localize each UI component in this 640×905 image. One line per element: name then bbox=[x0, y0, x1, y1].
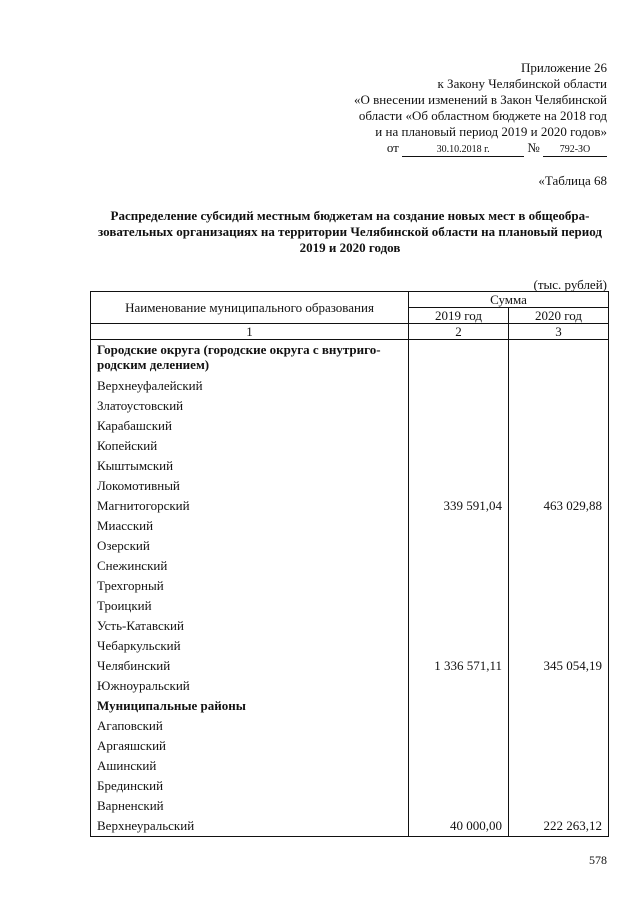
value-2019 bbox=[409, 776, 509, 796]
table-row bbox=[91, 436, 609, 456]
table-row bbox=[91, 576, 609, 596]
municipality-name: Усть-Катавский bbox=[91, 616, 409, 636]
table-row bbox=[91, 456, 609, 476]
page-number: 578 bbox=[589, 853, 607, 867]
table-row bbox=[91, 596, 609, 616]
table-row bbox=[91, 516, 609, 536]
column-number-row bbox=[91, 324, 609, 340]
value-2020 bbox=[509, 756, 609, 776]
law-name-line: и на плановый период 2019 и 2020 годов» bbox=[375, 124, 607, 139]
municipality-name: Варненский bbox=[91, 796, 409, 816]
value-2019 bbox=[409, 436, 509, 456]
table-header-row bbox=[91, 292, 609, 308]
value-2020 bbox=[509, 696, 609, 716]
value-2020 bbox=[509, 636, 609, 656]
value-2020 bbox=[509, 516, 609, 536]
table-row bbox=[91, 476, 609, 496]
value-2019 bbox=[409, 636, 509, 656]
subsidy-table bbox=[90, 291, 609, 837]
appendix-header bbox=[247, 60, 607, 157]
table-row bbox=[91, 676, 609, 696]
value-2020: 463 029,88 bbox=[509, 496, 609, 516]
municipality-name: Брединский bbox=[91, 776, 409, 796]
col-number: 2 bbox=[409, 324, 509, 340]
value-2020: 345 054,19 bbox=[509, 656, 609, 676]
value-2019 bbox=[409, 696, 509, 716]
col-number: 3 bbox=[509, 324, 609, 340]
value-2019 bbox=[409, 676, 509, 696]
table-row bbox=[91, 796, 609, 816]
table-row bbox=[91, 396, 609, 416]
table-row bbox=[91, 616, 609, 636]
municipality-name: Златоустовский bbox=[91, 396, 409, 416]
table-label: «Таблица 68 bbox=[538, 173, 607, 188]
law-date: 30.10.2018 г. bbox=[402, 144, 524, 157]
municipality-name: Чебаркульский bbox=[91, 636, 409, 656]
table-row bbox=[91, 556, 609, 576]
value-2019 bbox=[409, 576, 509, 596]
municipality-name: Озерский bbox=[91, 536, 409, 556]
table-row bbox=[91, 716, 609, 736]
value-2020 bbox=[509, 576, 609, 596]
table-row bbox=[91, 736, 609, 756]
value-2019: 1 336 571,11 bbox=[409, 656, 509, 676]
value-2019 bbox=[409, 340, 509, 377]
municipality-name: Агаповский bbox=[91, 716, 409, 736]
municipality-name: Магнитогорский bbox=[91, 496, 409, 516]
col-2020-header: 2020 год bbox=[509, 308, 609, 324]
municipality-name: Локомотивный bbox=[91, 476, 409, 496]
value-2020 bbox=[509, 436, 609, 456]
appendix-title: Приложение 26 bbox=[520, 60, 607, 75]
value-2019 bbox=[409, 716, 509, 736]
date-number-line bbox=[247, 140, 607, 157]
value-2020 bbox=[509, 716, 609, 736]
value-2019 bbox=[409, 596, 509, 616]
municipality-name: Снежинский bbox=[91, 556, 409, 576]
col-sum-header: Сумма bbox=[409, 292, 609, 308]
table-row bbox=[91, 416, 609, 436]
value-2020 bbox=[509, 376, 609, 396]
value-2020 bbox=[509, 416, 609, 436]
municipality-name: Верхнеуральский bbox=[91, 816, 409, 837]
col-name-header: Наименование муниципального образования bbox=[91, 292, 409, 324]
value-2019 bbox=[409, 536, 509, 556]
table-row bbox=[91, 496, 609, 516]
value-2019 bbox=[409, 736, 509, 756]
law-reference: к Закону Челябинской области bbox=[437, 76, 607, 91]
value-2019 bbox=[409, 756, 509, 776]
municipality-name: Миасский bbox=[91, 516, 409, 536]
municipality-name: Верхнеуфалейский bbox=[91, 376, 409, 396]
table-row bbox=[91, 340, 609, 377]
table-row bbox=[91, 376, 609, 396]
col-2019-header: 2019 год bbox=[409, 308, 509, 324]
col-number: 1 bbox=[91, 324, 409, 340]
value-2020 bbox=[509, 676, 609, 696]
unit-label: (тыс. рублей) bbox=[533, 277, 607, 292]
value-2019: 40 000,00 bbox=[409, 816, 509, 837]
value-2019 bbox=[409, 616, 509, 636]
municipality-name: Челябинский bbox=[91, 656, 409, 676]
value-2020: 222 263,12 bbox=[509, 816, 609, 837]
table-row bbox=[91, 656, 609, 676]
municipality-name: Троицкий bbox=[91, 596, 409, 616]
value-2019 bbox=[409, 516, 509, 536]
value-2020 bbox=[509, 796, 609, 816]
value-2019 bbox=[409, 376, 509, 396]
municipality-name: Карабашский bbox=[91, 416, 409, 436]
table-row bbox=[91, 756, 609, 776]
value-2020 bbox=[509, 476, 609, 496]
value-2020 bbox=[509, 776, 609, 796]
municipality-name: Аргаяшский bbox=[91, 736, 409, 756]
municipality-name: Южноуральский bbox=[91, 676, 409, 696]
value-2020 bbox=[509, 596, 609, 616]
value-2020 bbox=[509, 556, 609, 576]
value-2019: 339 591,04 bbox=[409, 496, 509, 516]
municipality-name: Копейский bbox=[91, 436, 409, 456]
value-2019 bbox=[409, 396, 509, 416]
value-2019 bbox=[409, 556, 509, 576]
value-2019 bbox=[409, 476, 509, 496]
table-row bbox=[91, 696, 609, 716]
value-2019 bbox=[409, 796, 509, 816]
value-2020 bbox=[509, 456, 609, 476]
value-2020 bbox=[509, 396, 609, 416]
value-2020 bbox=[509, 616, 609, 636]
table-row bbox=[91, 776, 609, 796]
table-row bbox=[91, 636, 609, 656]
date-prefix: от bbox=[386, 140, 399, 155]
municipality-name: Городские округа (городские округа с внутриго-родским делением) bbox=[91, 340, 409, 377]
municipality-name: Ашинский bbox=[91, 756, 409, 776]
law-name-line: области «Об областном бюджете на 2018 год bbox=[358, 108, 607, 123]
value-2020 bbox=[509, 736, 609, 756]
value-2019 bbox=[409, 416, 509, 436]
municipality-name: Трехгорный bbox=[91, 576, 409, 596]
table-body bbox=[91, 340, 609, 837]
table-row bbox=[91, 536, 609, 556]
table-row bbox=[91, 816, 609, 837]
law-name-line: «О внесении изменений в Закон Челябинской bbox=[353, 92, 607, 107]
number-prefix: № bbox=[527, 140, 540, 155]
law-number: 792-ЗО bbox=[543, 144, 607, 157]
value-2020 bbox=[509, 536, 609, 556]
value-2020 bbox=[509, 340, 609, 377]
document-title: Распределение субсидий местным бюджетам на создание новых мест в общеобра-зовательных организациях на территории Челябинской области на плановый период 2019 и 2020 годов bbox=[98, 208, 602, 255]
value-2019 bbox=[409, 456, 509, 476]
municipality-name: Муниципальные районы bbox=[91, 696, 409, 716]
municipality-name: Кыштымский bbox=[91, 456, 409, 476]
